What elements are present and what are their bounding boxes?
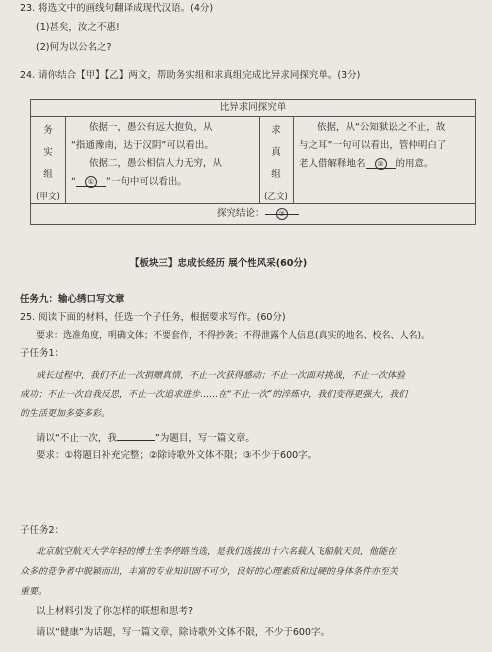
- subtask-1-prompt: 请以“不止一次，我 ”为题目，写一篇文章。: [36, 430, 255, 446]
- left-text-1b: “指通豫南，达于汉阴”可以看出。: [71, 140, 214, 151]
- subtask-1-para-3: 的生活更加多姿多彩。: [20, 409, 111, 419]
- task-9-title: 任务九：输心绣口写文章: [20, 294, 125, 305]
- left-text-2b: “ ① ”一句中可以看出。: [71, 176, 187, 188]
- left-text-2a: 依据二，愚公相信人力无穷，从: [89, 158, 223, 169]
- conclusion-row: [31, 203, 475, 224]
- subtask-2-question: 以上材料引发了你怎样的联想和思考?: [36, 606, 194, 617]
- right-text-1a: 依据，从“公知狱讼之不止，故: [317, 122, 446, 133]
- subtask-1-label: 子任务1：: [20, 348, 65, 359]
- q23-sub2: (2)何为以公名之?: [36, 42, 112, 53]
- q23-title: 23. 将选文中的画线句翻译成现代汉语。(4分): [20, 3, 214, 14]
- left-group-label: 务 实 组 (甲文): [36, 125, 60, 202]
- table-divider: [293, 116, 294, 204]
- right-text-1c: 老人借解释地名 ② 的用意。: [299, 158, 434, 170]
- subtask-1-requirements: 要求：①将题目补充完整；②除诗歌外文体不限；③不少于600字。: [36, 450, 318, 461]
- blank-1: ①: [85, 176, 97, 188]
- subtask-1-para-1: 成长过程中，我们不止一次捐赠真情，不止一次获得感动；不止一次面对挑战，不止一次体验: [36, 371, 406, 381]
- q23-sub1: (1)甚矣，汝之不惠!: [36, 22, 120, 33]
- right-text-1b: 与之耳”一句可以看出，管仲明白了: [299, 140, 447, 151]
- table-divider: [65, 116, 66, 204]
- subtask-2-para-1: 北京航空航天大学年轻的博士生李停路当选，是我们选拔出十六名载人飞船航天员，他能在: [36, 547, 397, 557]
- q25-requirements: 要求：选准角度，明确文体；不要套作，不得抄袭；不得泄露个人信息(真实的地名、校名、人名)。: [36, 331, 431, 341]
- right-group-label: 求 真 组 (乙文): [264, 125, 288, 202]
- left-text-1a: 依据一，愚公有远大抱负，从: [89, 122, 213, 133]
- section-3-title: 【板块三】忠成长经历 展个性风采(60分): [130, 258, 308, 269]
- table-divider: [259, 116, 260, 204]
- subtask-2-para-3: 重要。: [20, 587, 48, 597]
- subtask-2-para-2: 众多的竞争者中脱颖而出，丰富的专业知识固不可少，良好的心理素质和过硬的身体条件亦至关: [20, 567, 399, 577]
- conclusion-label: 探究结论：: [217, 208, 265, 219]
- subtask-2-prompt: 请以“健康”为话题，写一篇文章，除诗歌外文体不限，不少于600字。: [36, 627, 330, 638]
- q25-title: 25. 阅读下面的材料，任选一个子任务，根据要求写作。(60分): [20, 312, 286, 323]
- blank-3: ③: [276, 208, 288, 220]
- subtask-2-label: 子任务2：: [20, 525, 65, 536]
- table-header: 比异求同探究单: [31, 100, 475, 117]
- blank-2: ②: [375, 158, 387, 170]
- comparison-table: [30, 99, 476, 225]
- q24-title: 24. 请你结合【甲】【乙】两文，帮助务实组和求真组完成比异求同探究单。(3分): [20, 70, 361, 81]
- subtask-1-para-2: 成功；不止一次自我反思，不止一次追求进步……在“不止一次”的淬炼中，我们变得更强大，我们: [20, 390, 408, 400]
